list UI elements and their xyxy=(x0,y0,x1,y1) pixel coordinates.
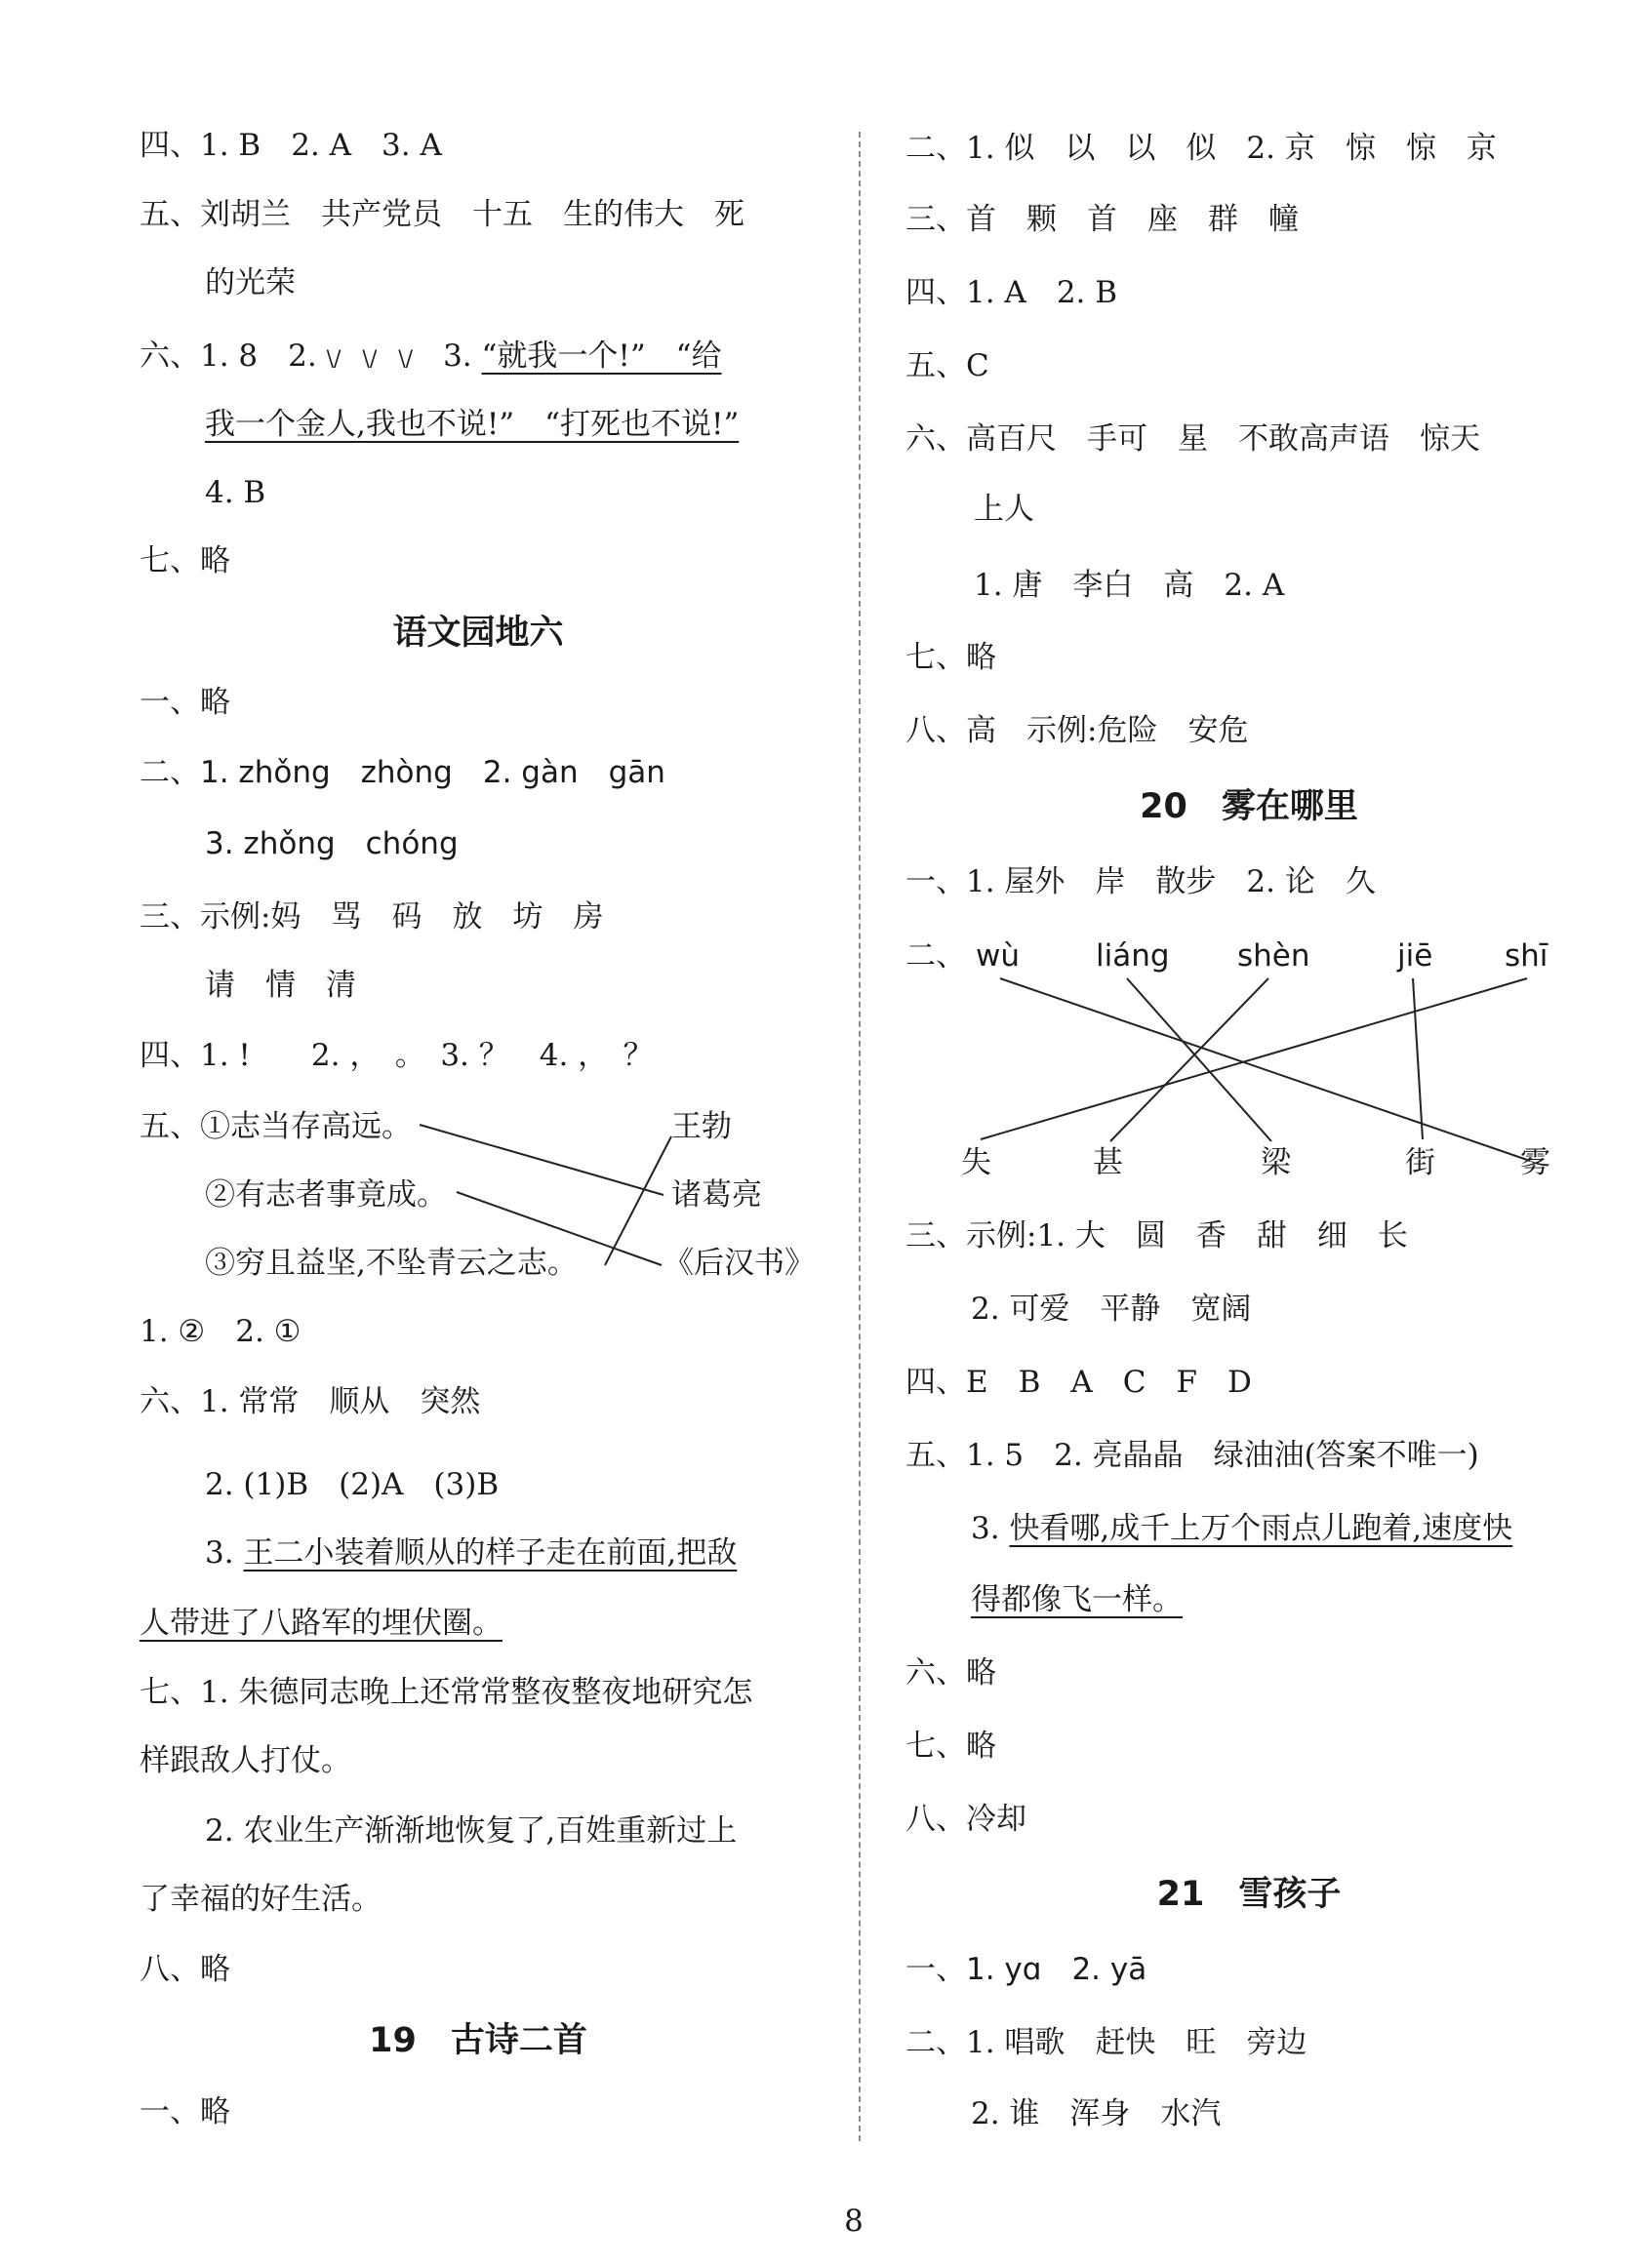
page-number: 8 xyxy=(844,2204,864,2239)
b-sec2-label: 二、 xyxy=(905,938,966,974)
char-shen: 甚 xyxy=(1093,1145,1123,1180)
y-sec8: 八、略 xyxy=(140,1952,230,1987)
b-sec5-line3: 得都像飞一样。 xyxy=(971,1582,1183,1617)
l-sec7: 七、略 xyxy=(140,543,230,578)
y-sec2-line1: 二、1. zhǒng zhòng 2. gàn gān xyxy=(140,755,665,790)
p-sec1: 一、略 xyxy=(140,2094,230,2129)
y-sec5-item3: ③穷且益坚,不坠青云之志。 xyxy=(205,1246,578,1281)
pinyin-wu: wù xyxy=(976,938,1021,974)
l-sec6-prefix: 六、1. 8 2. xyxy=(140,338,327,374)
y-sec6-line4: 人带进了八路军的埋伏圈。 xyxy=(140,1606,503,1641)
l-sec5-line2: 的光荣 xyxy=(205,265,296,300)
l-sec6-underlined: “就我一个!” “给 xyxy=(481,338,722,374)
char-wu: 雾 xyxy=(1520,1145,1550,1180)
l-sec6-q3-num: 3. xyxy=(443,338,482,374)
y-sec5-right3: 《后汉书》 xyxy=(664,1246,815,1281)
pinyin-liang: liáng xyxy=(1096,938,1170,974)
l-sec4: 四、1. B 2. A 3. A xyxy=(140,128,442,163)
y-sec7-line2: 样跟敌人打仗。 xyxy=(140,1743,351,1778)
heading-yuwen-yuandi: 语文园地六 xyxy=(392,614,564,653)
y-sec5-right2: 诸葛亮 xyxy=(671,1177,762,1213)
heading-19: 19 古诗二首 xyxy=(369,2021,587,2060)
char-liang: 梁 xyxy=(1261,1145,1291,1180)
y-sec7-line4: 了幸福的好生活。 xyxy=(140,1882,382,1917)
char-jie: 街 xyxy=(1405,1145,1435,1180)
r-sec3: 三、首 颗 首 座 群 幢 xyxy=(905,202,1299,237)
y-sec3-line2: 请 情 清 xyxy=(205,968,356,1003)
y-sec3-line1: 三、示例:妈 骂 码 放 坊 房 xyxy=(140,899,604,935)
b-sec5-line2: 3. 快看哪,成千上万个雨点儿跑着,速度快 xyxy=(971,1511,1513,1546)
r-sec6-line3: 1. 唐 李白 高 2. A xyxy=(974,568,1285,603)
b-sec4: 四、E B A C F D xyxy=(905,1365,1252,1400)
y-sec6-line1: 六、1. 常常 顺从 突然 xyxy=(140,1384,481,1419)
pinyin-jie: jiē xyxy=(1397,938,1433,974)
r-sec4: 四、1. A 2. B xyxy=(905,275,1118,310)
r-sec7: 七、略 xyxy=(905,640,996,675)
b-sec3-line2: 2. 可爱 平静 宽阔 xyxy=(971,1292,1252,1327)
b-sec8: 八、冷却 xyxy=(905,1802,1026,1837)
y-sec6-line2: 2. (1)B (2)A (3)B xyxy=(205,1467,500,1502)
c-sec2-line2: 2. 谁 浑身 水汽 xyxy=(971,2096,1222,2131)
b-sec6: 六、略 xyxy=(905,1655,996,1691)
b-sec3-line1: 三、示例:1. 大 圆 香 甜 细 长 xyxy=(905,1218,1408,1253)
b-sec5-line1: 五、1. 5 2. 亮晶晶 绿油油(答案不唯一) xyxy=(905,1438,1479,1473)
r-sec2: 二、1. 似 以 以 似 2. 京 惊 惊 京 xyxy=(905,131,1497,166)
y-sec4: 四、1. ! 2. ， 。 3. ？ 4. ， ？ xyxy=(140,1038,654,1073)
pinyin-shen: shèn xyxy=(1237,938,1310,974)
heading-20: 20 雾在哪里 xyxy=(1140,787,1358,826)
tone-marks: \/ \/ \/ xyxy=(326,347,414,372)
r-sec8: 八、高 示例:危险 安危 xyxy=(905,713,1249,748)
l-sec5-line1: 五、刘胡兰 共产党员 十五 生的伟大 死 xyxy=(140,197,744,232)
y-sec5-answers: 1. ② 2. ① xyxy=(140,1314,302,1349)
y-sec7-line3: 2. 农业生产渐渐地恢复了,百姓重新过上 xyxy=(205,1813,738,1849)
y-sec5-item1: 五、①志当存高远。 xyxy=(140,1109,412,1144)
b-sec7: 七、略 xyxy=(905,1729,996,1764)
y-sec5-item2: ②有志者事竟成。 xyxy=(205,1177,447,1213)
y-sec6-line3: 3. 王二小装着顺从的样子走在前面,把敌 xyxy=(205,1535,738,1571)
y-sec5-right1: 王勃 xyxy=(671,1109,732,1144)
l-sec6-line2: 我一个金人,我也不说!” “打死也不说!” xyxy=(205,407,740,442)
heading-21: 21 雪孩子 xyxy=(1156,1875,1342,1914)
pinyin-shi: shī xyxy=(1505,938,1548,974)
r-sec6-line2: 上人 xyxy=(974,492,1034,527)
y-sec2-line2: 3. zhǒng chóng xyxy=(205,826,459,861)
c-sec2-line1: 二、1. 唱歌 赶快 旺 旁边 xyxy=(905,2025,1307,2060)
r-sec6-line1: 六、高百尺 手可 星 不敢高声语 惊天 xyxy=(905,421,1480,457)
c-sec1: 一、1. yɑ 2. yā xyxy=(905,1952,1147,1987)
y-sec1: 一、略 xyxy=(140,685,230,720)
y-sec7-line1: 七、1. 朱德同志晚上还常常整夜整夜地研究怎 xyxy=(140,1675,753,1710)
char-shi: 失 xyxy=(961,1145,991,1180)
l-sec6-line3: 4. B xyxy=(205,475,266,510)
r-sec5: 五、C xyxy=(905,348,989,383)
b-sec1: 一、1. 屋外 岸 散步 2. 论 久 xyxy=(905,864,1376,899)
